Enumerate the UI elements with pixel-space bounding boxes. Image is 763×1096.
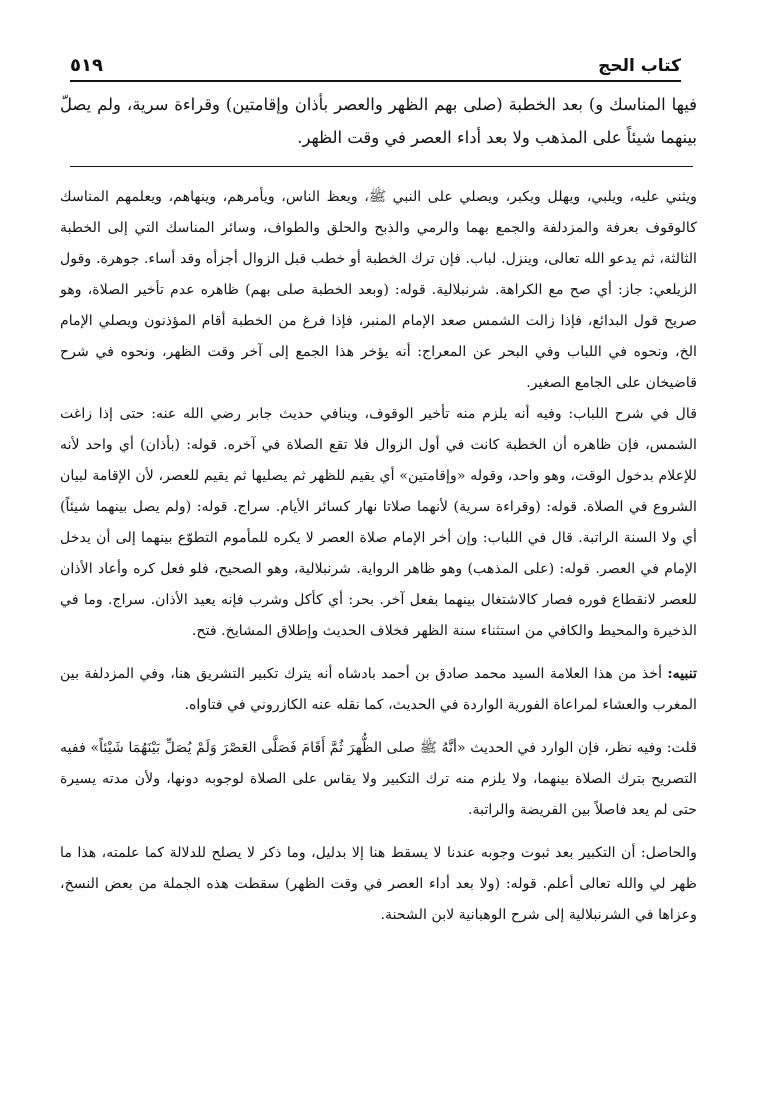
tanbih-heading: تنبيه: [667,666,698,682]
paragraph-hasil: والحاصل: أن التكبير بعد ثبوت وجوبه عندنا لا يسقط هنا إلا بدليل، وما ذكر لا يصلح للدلالة كما علمته، هذا ما ظهر لي والله تعالى أعلم. قوله: (ولا بعد أداء العصر في وقت الظهر) سقطت هذه الجملة من بعض النسخ، وعزاها في الشرنبلالية إلى شرح الوهبانية لابن الشحنة. [60,845,697,923]
paragraph-2: قال في شرح اللباب: وفيه أنه يلزم منه تأخير الوقوف، وينافي حديث جابر رضي الله عنه: حتى إذا زاغت الشمس، فإن ظاهره أن الخطبة كانت في أول الزوال فلا تقع الصلاة في آخره. قوله: (بأذان) أي واحد لأنه للإعلام بدخول الوقت، وهو واحد، وقوله «وإقامتين» أي يقيم للظهر ثم يصليها ثم يقيم للعصر، لأن الإقامة لبيان الشروع في الصلاة. قوله: (وقراءة سرية) لأنهما صلاتا نهار كسائر الأيام. سراج. قوله: (ولم يصل بينهما شيئاً) أي ولا السنة الراتبة. قال في اللباب: وإن أخر الإمام صلاة العصر لا يكره للمأموم التطوّع بينهما إلى أن يدخل الإمام في العصر. قوله: (على المذهب) وهو ظاهر الرواية. شرنبلالية، وهو الصحيح، فلو فعل كره وأعاد الأذان للعصر لانقطاع فوره فصار كالاشتغال بينهما بفعل آخر. بحر: أي كأكل وشرب فإنه يعيد الأذان. سراج. وما في الذخيرة والمحيط والكافي من استثناء سنة الظهر فخلاف الحديث وإطلاق المشايخ. فتح. [60,406,697,639]
paragraph-tanbih [60,659,697,721]
page-number: ٥١٩ [70,55,103,76]
separator-line [70,166,693,167]
qultu-heading: قلت: [666,740,697,756]
running-title: كتاب الحج [598,56,681,76]
paragraph-qultu [60,733,697,826]
page-header [70,50,681,82]
matn-text: فيها المناسك و) بعد الخطبة (صلى بهم الظهر والعصر بأذان وإقامتين) وقراءة سرية، ولم يصلّ بينهما شيئاً على المذهب ولا بعد أداء العصر في وقت الظهر. [60,95,697,147]
paragraph-1: ويثني عليه، ويلبي، ويهلل ويكبر، ويصلي على النبي ﷺ، ويعظ الناس، ويأمرهم، وينهاهم، ويعلمهم المناسك كالوقوف بعرفة والمزدلفة والجمع بهما والرمي والذبح والحلق والطواف، وسائر المناسك التي إلى الخطبة الثالثة، ثم يدعو الله تعالى، وينزل. لباب. فإن ترك الخطبة أو خطب قبل الزوال أجزأه وقد أساء. جوهرة. وقول الزيلعي: جاز: أي صح مع الكراهة. شرنبلالية. قوله: (وبعد الخطبة صلى بهم) ظاهره عدم تأخير الصلاة، وهو صريح قول البدائع، فإذا زالت الشمس صعد الإمام المنبر، فإذا فرغ من الخطبة أقام المؤذنون ويصلي الإمام الخ، ونحوه في اللباب وفي البحر عن المعراج: أنه يؤخر هذا الجمع إلى آخر وقت الظهر، ونحوه في شرح قاضيخان على الجامع الصغير. [60,189,697,391]
tanbih-text: أخذ من هذا العلامة السيد محمد صادق بن أحمد بادشاه أنه يترك تكبير التشريق هنا، وفي المزدلفة بين المغرب والعشاء لمراعاة الفورية الواردة في الحديث، كما نقله عنه الكازروني في فتاواه. [60,666,697,713]
commentary-body [60,182,697,931]
qultu-text: وفيه نظر، فإن الوارد في الحديث «أنَّهُ ﷺ صلى الظُّهرَ ثُمَّ أَقَامَ فَصَلَّى العَصْرَ وَلَمْ يُصَلِّ بَيْنَهُمَا شَيْئاً» ففيه التصريح بترك الصلاة بينهما، ولا يلزم منه ترك التكبير ولا يقاس على الصلاة لوجوبه دونها، ولأن مدته يسيرة حتى لم يعد فاصلاً بين الفريضة والراتبة. [60,740,697,818]
